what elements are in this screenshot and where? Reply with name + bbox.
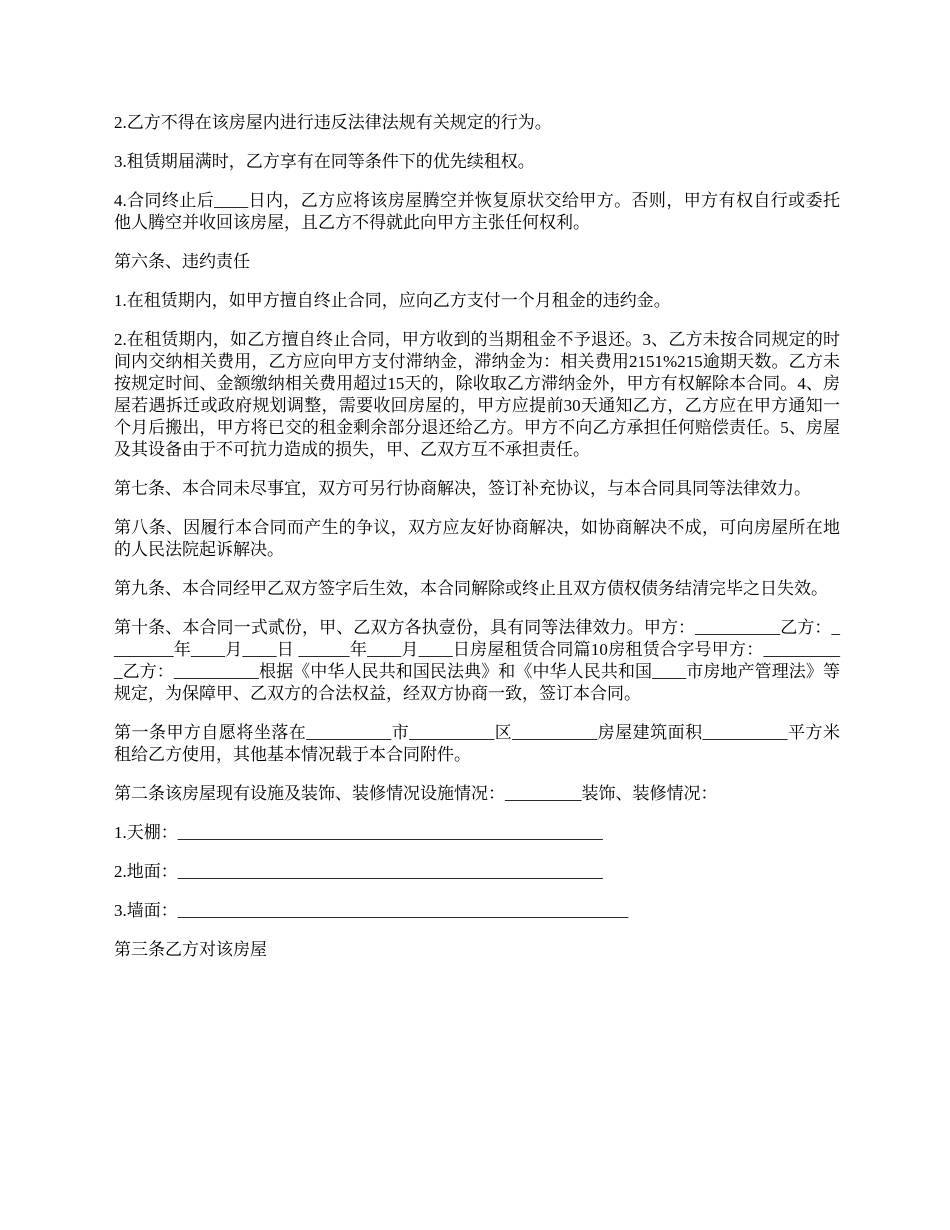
clause-paragraph: 第三条乙方对该房屋 xyxy=(114,940,267,959)
fill-in-line: 2.地面：__________________________________________________ xyxy=(114,862,603,881)
clause-paragraph: 第七条、本合同未尽事宜，双方可另行协商解决，签订补充协议，与本合同具同等法律效力。 xyxy=(114,479,811,498)
clause-paragraph: 2.乙方不得在该房屋内进行违反法律法规有关规定的行为。 xyxy=(114,113,552,132)
clause-paragraph: 第二条该房屋现有设施及装饰、装修情况设施情况：_________装饰、装修情况： xyxy=(114,784,718,803)
fill-in-line: 3.墙面：_____________________________________________________ xyxy=(114,901,629,920)
clause-paragraph: 3.租赁期届满时，乙方享有在同等条件下的优先续租权。 xyxy=(114,152,535,171)
section-heading: 第六条、违约责任 xyxy=(114,252,250,271)
fill-in-line: 1.天棚：__________________________________________________ xyxy=(114,823,603,842)
clause-paragraph: 2.在租赁期内，如乙方擅自终止合同，甲方收到的当期租金不予退还。3、乙方未按合同规定的时间内交纳相关费用，乙方应向甲方支付滞纳金，滞纳金为：相关费用2151%215逾期天数。乙方未按规定时间、金额缴纳相关费用超过15天的，除收取乙方滞纳金外，甲方有权解除本合同。4、房屋若遇拆迁或政府规划调整，需要收回房屋的，甲方应提前30天通知乙方，乙方应在甲方通知一个月后搬出，甲方将已交的租金剩余部分退还给乙方。甲方不向乙方承担任何赔偿责任。5、房屋及其设备由于不可抗力造成的损失，甲、乙双方互不承担责任。 xyxy=(114,330,840,459)
document-page xyxy=(114,112,840,978)
clause-paragraph: 第九条、本合同经甲乙双方签字后生效，本合同解除或终止且双方债权债务结清完毕之日失效。 xyxy=(114,579,828,598)
clause-paragraph: 1.在租赁期内，如甲方擅自终止合同，应向乙方支付一个月租金的违约金。 xyxy=(114,291,671,310)
clause-paragraph: 第八条、因履行本合同而产生的争议，双方应友好协商解决，如协商解决不成，可向房屋所在地的人民法院起诉解决。 xyxy=(114,518,840,559)
clause-paragraph: 第十条、本合同一式贰份，甲、乙双方各执壹份，具有同等法律效力。甲方：__________乙方：________年____月____日 ______年____月____日房屋租赁合同篇10房租赁合字号甲方：__________乙方：__________根据《中华人民共和国民法典》和《中华人民共和国____市房地产管理法》等规定，为保障甲、乙双方的合法权益，经双方协商一致，签订本合同。 xyxy=(114,618,840,703)
clause-paragraph: 第一条甲方自愿将坐落在__________市__________区__________房屋建筑面积__________平方米租给乙方使用，其他基本情况载于本合同附件。 xyxy=(114,723,840,764)
clause-paragraph: 4.合同终止后____日内，乙方应将该房屋腾空并恢复原状交给甲方。否则，甲方有权自行或委托他人腾空并收回该房屋，且乙方不得就此向甲方主张任何权利。 xyxy=(114,191,840,232)
